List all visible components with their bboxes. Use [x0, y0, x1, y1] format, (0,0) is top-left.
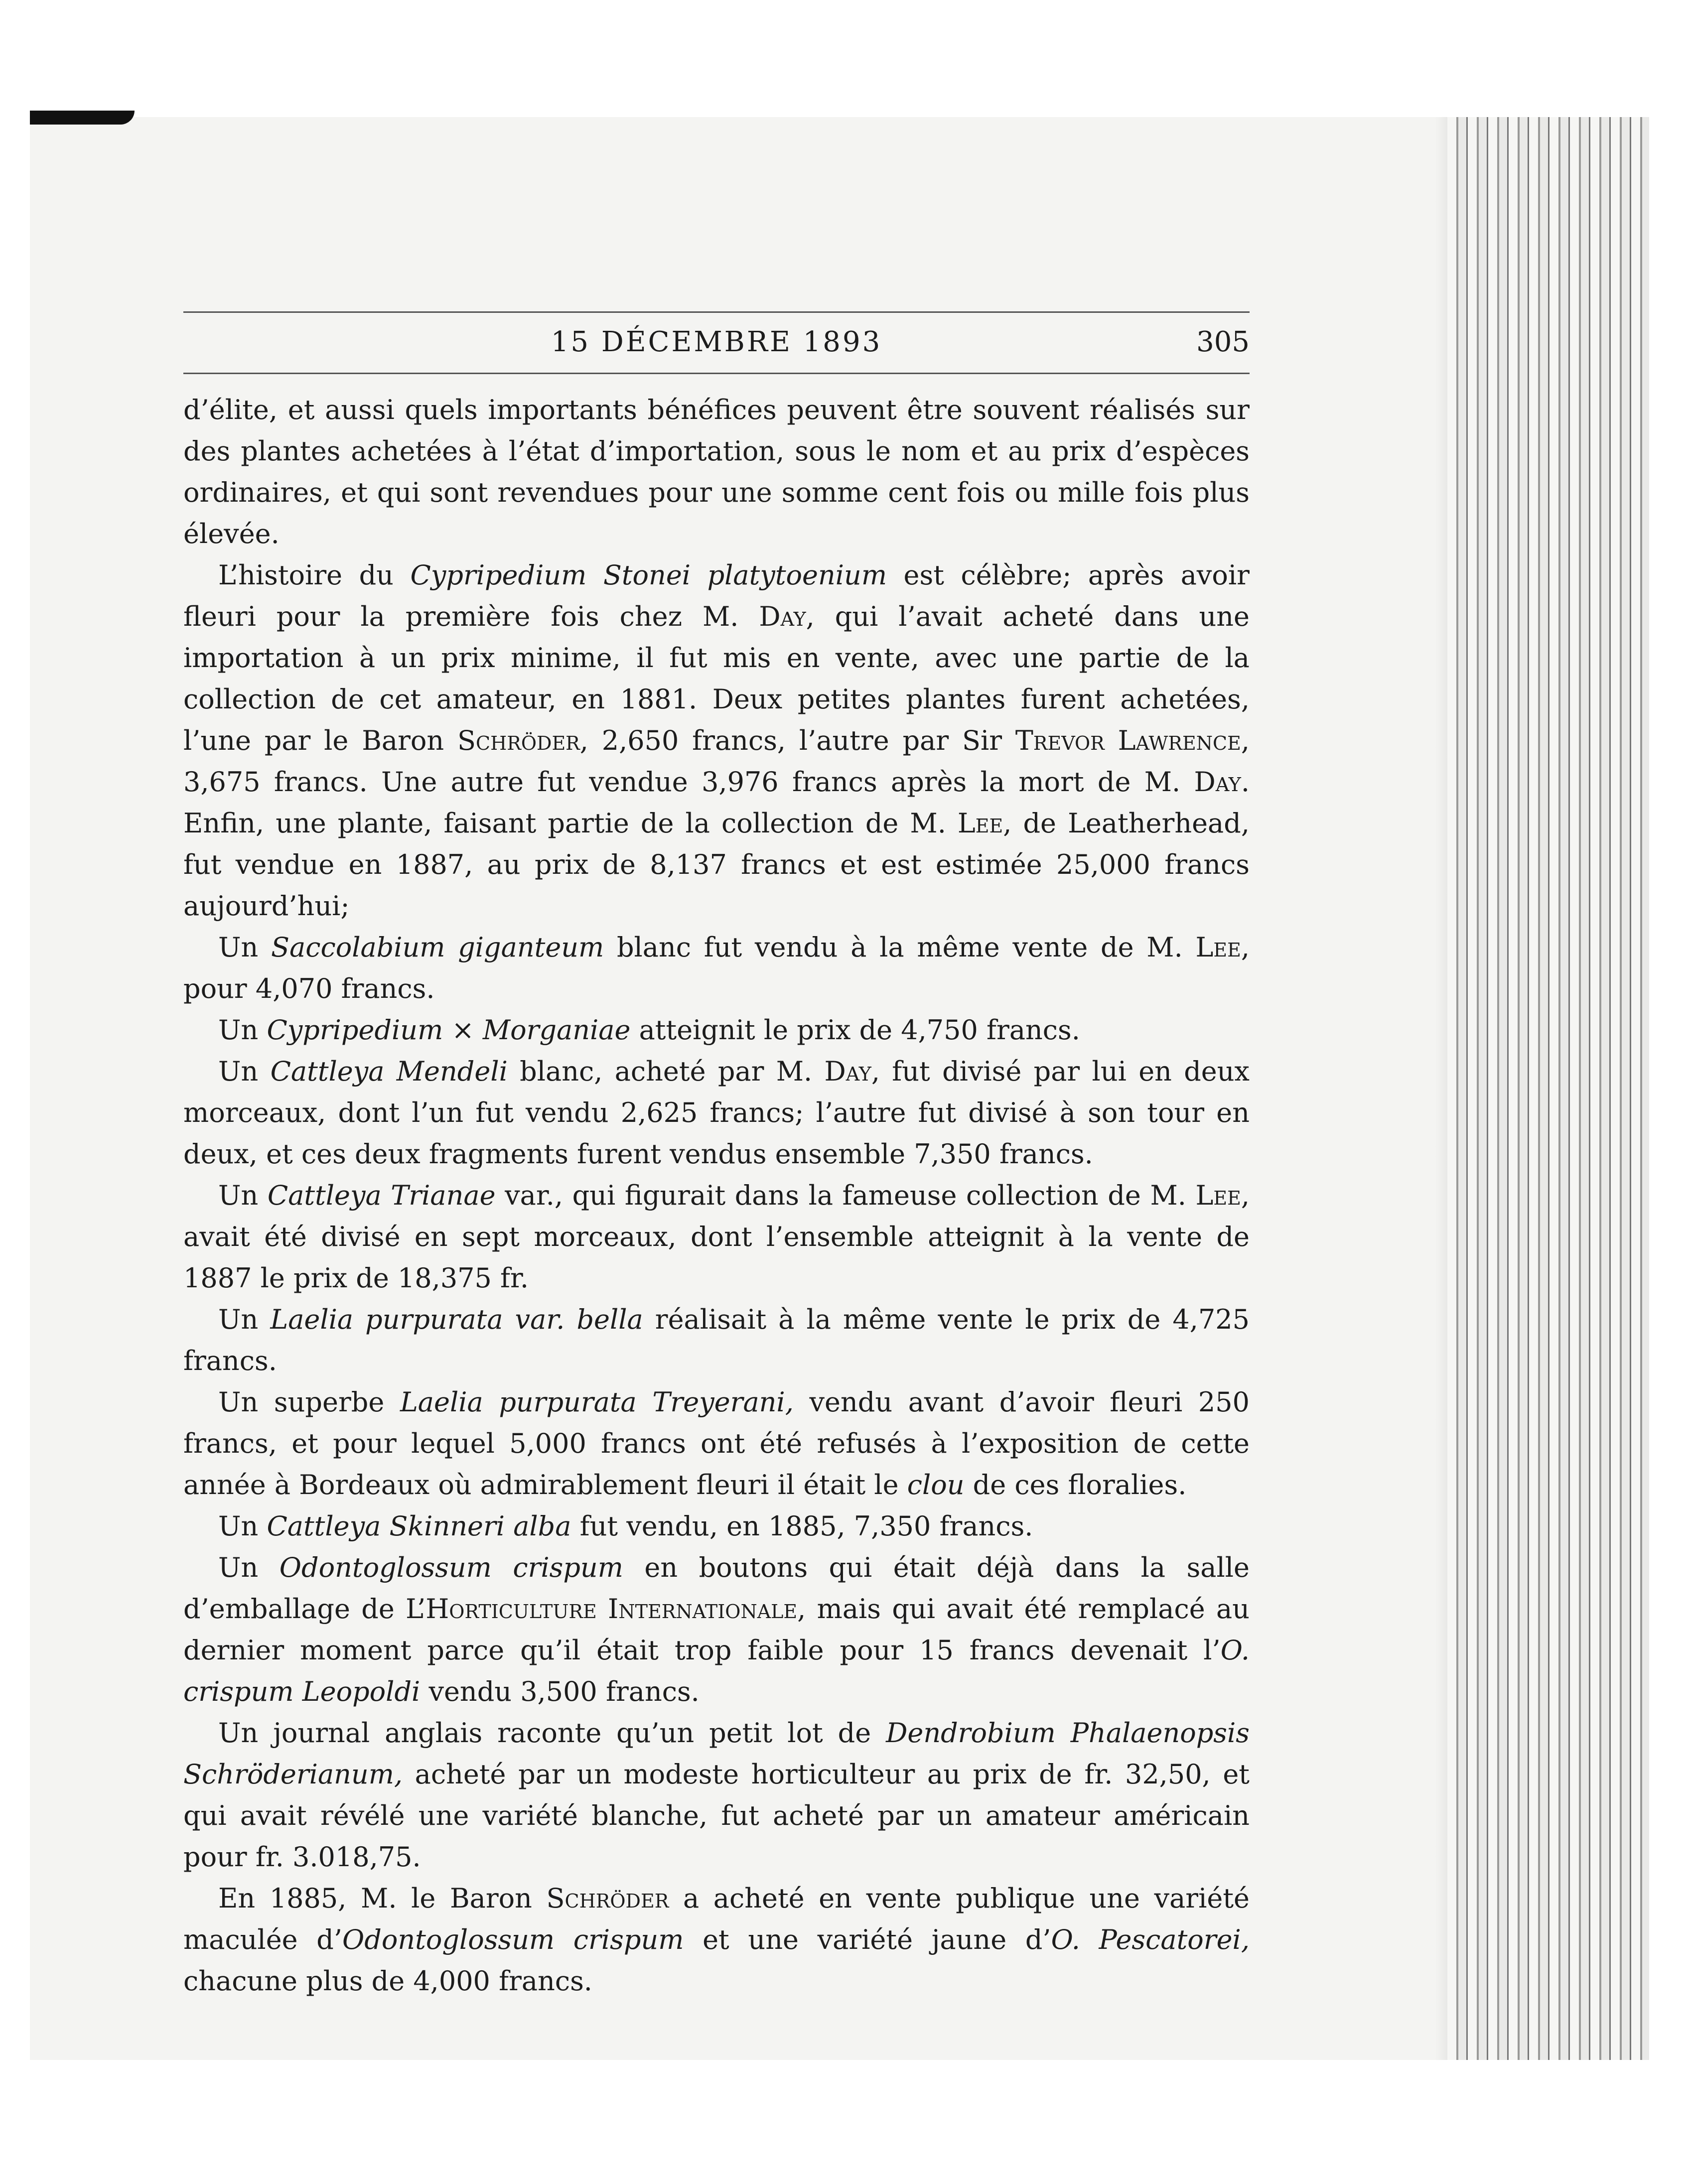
paragraph: Un Saccolabium giganteum blanc fut vendu à la même vente de M. Lee, pour 4,070 francs.: [183, 932, 1250, 1004]
paragraph: L’histoire du Cypripedium Stonei platytoenium est célèbre; après avoir fleuri pour la première fois chez M. Day, qui l’avait acheté dans une importation à un prix minime, il fut mis en vente, avec une partie de la collection de cet amateur, en 1881. Deux petites plantes furent achetées, l’une par le Baron Schröder, 2,650 francs, l’autre par Sir Trevor Lawrence, 3,675 francs. Une autre fut vendue 3,976 francs après la mort de M. Day. Enfin, une plante, faisant partie de la collection de M. Lee, de Leatherhead, fut vendue en 1887, au prix de 8,137 francs et est estimée 25,000 francs aujourd’hui;: [183, 559, 1250, 922]
scan-corner-shadow: [30, 111, 135, 125]
paragraph: d’élite, et aussi quels importants bénéfices peuvent être souvent réalisés sur des plantes achetées à l’état d’importation, sous le nom et au prix d’espèces ordinaires, et qui sont revendues pour une somme cent fois ou mille fois plus élevée.: [183, 394, 1250, 549]
body-text: [183, 389, 1250, 2002]
running-header: [183, 313, 1250, 373]
paragraph: En 1885, M. le Baron Schröder a acheté en vente publique une variété maculée d’Odontoglossum crispum et une variété jaune d’O. Pescatorei, chacune plus de 4,000 francs.: [183, 1883, 1250, 1997]
book-page-edges: [1447, 117, 1649, 2060]
paragraph: Un superbe Laelia purpurata Treyerani, vendu avant d’avoir fleuri 250 francs, et pour lequel 5,000 francs ont été refusés à l’exposition de cette année à Bordeaux où admirablement fleuri il était le clou de ces floralies.: [183, 1386, 1250, 1501]
header-bottom-rule: [183, 373, 1250, 374]
text-block: [183, 311, 1250, 2002]
paragraph: Un Cattleya Skinneri alba fut vendu, en 1885, 7,350 francs.: [218, 1510, 1033, 1542]
paragraph: Un journal anglais raconte qu’un petit lot de Dendrobium Phalaenopsis Schröderianum, acheté par un modeste horticulteur au prix de fr. 32,50, et qui avait révélé une variété blanche, fut acheté par un amateur américain pour fr. 3.018,75.: [183, 1717, 1250, 1873]
paragraph: Un Laelia purpurata var. bella réalisait à la même vente le prix de 4,725 francs.: [183, 1304, 1250, 1376]
header-date: 15 DÉCEMBRE 1893: [551, 326, 882, 358]
paragraph: Un Odontoglossum crispum en boutons qui était déjà dans la salle d’emballage de L’Horticulture Internationale, mais qui avait été remplacé au dernier moment parce qu’il était trop faible pour 15 francs devenait l’O. crispum Leopoldi vendu 3,500 francs.: [183, 1552, 1250, 1707]
paragraph: Un Cattleya Trianae var., qui figurait dans la fameuse collection de M. Lee, avait été divisé en sept morceaux, dont l’ensemble atteignit à la vente de 1887 le prix de 18,375 fr.: [183, 1180, 1250, 1294]
paragraph: Un Cypripedium × Morganiae atteignit le prix de 4,750 francs.: [218, 1014, 1080, 1046]
page-number: 305: [1196, 326, 1250, 358]
paragraph: Un Cattleya Mendeli blanc, acheté par M. Day, fut divisé par lui en deux morceaux, dont l’un fut vendu 2,625 francs; l’autre fut divisé à son tour en deux, et ces deux fragments furent vendus ensemble 7,350 francs.: [183, 1056, 1250, 1170]
